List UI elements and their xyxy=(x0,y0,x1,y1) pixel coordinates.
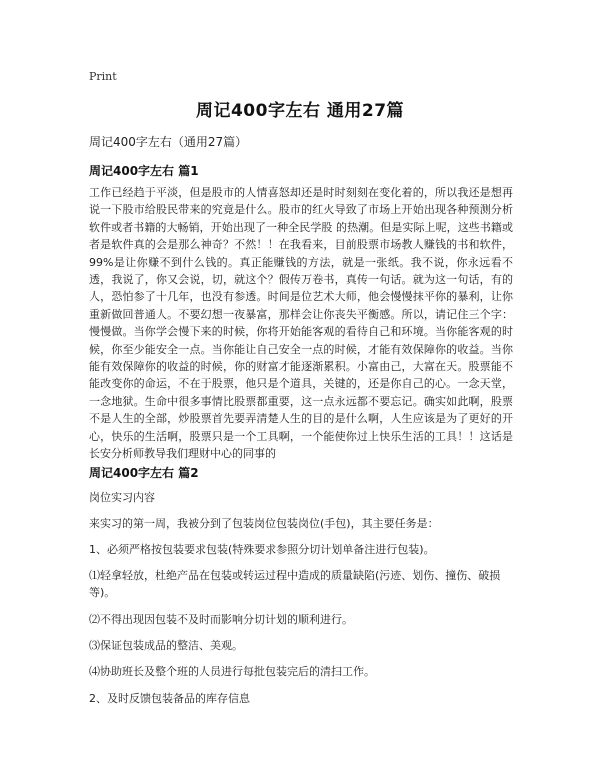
section-heading-2: 周记400字左右 篇2 xyxy=(89,466,199,480)
section-heading-1: 周记400字左右 篇1 xyxy=(89,164,199,178)
section-2-line: ⑷协助班长及整个班的人员进行每批包装完后的清扫工作。 xyxy=(89,665,375,678)
section-2-line: ⑴轻拿轻放，杜绝产品在包装或转运过程中造成的质量缺陷(污迹、划伤、撞伤、破损等)。 xyxy=(89,569,501,599)
section-2-line: 来实习的第一周，我被分到了包装岗位包装岗位(手包)，其主要任务是： xyxy=(89,517,439,530)
section-2-line: 1、必须严格按包装要求包装(特殊要求参照分切计划单备注进行包装)。 xyxy=(89,543,435,556)
page-title: 周记400字左右 通用27篇 xyxy=(195,101,405,121)
section-1-body: 工作已经趋于平淡，但是股市的人情喜怒却还是时时刻刻在变化着的，所以我还是想再说一下股市给股民带来的究竟是什么。股市的红火导致了市场上开始出现各种预测分析软件或者书籍的大畅销，开始出现了一种全民学股 的热潮。但是实际上呢，这些书籍或者是软件真的会是那么神奇？不然！！在我看来，目前股票市场教人赚钱的书和软件，99%是让你赚不到什么钱的。真正能赚钱的方法，就是一张纸。我不说，你永远看不透，我说了，你又会说，切，就这个？假传万卷书，真传一句话。就为这一句话，有的人，恐怕参了十几年，也没有参透。时间是位艺术大师，他会慢慢抹平你的暴利，让你重新做回普通人。不要幻想一夜暴富，那样会让你丧失平衡感。所以，请记住三个字：慢慢做。当你学会慢下来的时候，你将开始能客观的看待自己和环境。当你能客观的时候，你至少能安全一点。当你能让自己安全一点的时候，才能有效保障你的收益。当你能有效保障你的收益的时候，你的财富才能逐渐累积。小富由己，大富在天。股票能不能改变你的命运，不在于股票，他只是个道具，关键的，还是你自己的心。一念天堂，一念地狱。生命中很多事情比股票都重要，这一点永远都不要忘记。确实如此啊，股票不是人生的全部，炒股票首先要弄清楚人生的目的是什么啊，人生应该是为了更好的开心，快乐的生活啊，股票只是一个工具啊，一个能使你过上快乐生活的工具！！这话是长安分析师教导我们理财中心的同事的 xyxy=(89,186,513,461)
section-2-line: ⑵不得出现因包装不及时而影响分切计划的顺利进行。 xyxy=(89,613,353,626)
section-2-line: 岗位实习内容 xyxy=(89,491,155,504)
print-label: Print xyxy=(89,70,117,83)
section-2-line: 2、及时反馈包装备品的库存信息 xyxy=(89,692,250,705)
section-2-line: ⑶保证包装成品的整洁、美观。 xyxy=(89,639,243,652)
document-subtitle: 周记400字左右（通用27篇） xyxy=(89,135,248,149)
